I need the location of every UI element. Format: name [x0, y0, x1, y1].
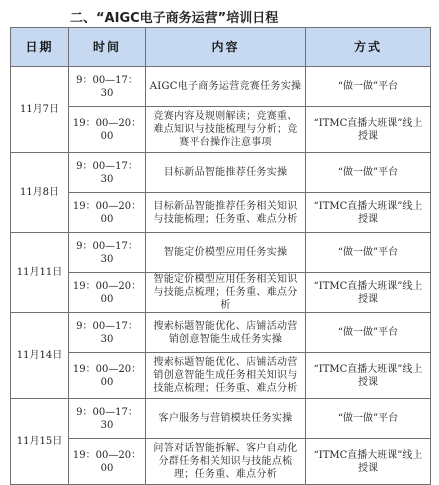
- table-row: [11, 233, 431, 273]
- method-cell: “做一做”平台: [306, 313, 431, 353]
- time-cell: 19：00—20：00: [69, 193, 146, 233]
- training-schedule-table: [10, 27, 431, 485]
- table-row: [11, 107, 431, 153]
- table-row: [11, 67, 431, 107]
- method-cell: “做一做”平台: [306, 153, 431, 193]
- table-row: [11, 399, 431, 439]
- header-row: [11, 28, 431, 67]
- content-cell: 目标新品智能推荐任务实操: [146, 153, 306, 193]
- time-cell: 19：00—20：00: [69, 353, 146, 399]
- header-time: 时间: [69, 28, 146, 67]
- time-cell: 19：00—20：00: [69, 273, 146, 313]
- table-row: [11, 153, 431, 193]
- method-cell: “ITMC直播大班课”线上授课: [306, 353, 431, 399]
- time-cell: 9：00—17：30: [69, 399, 146, 439]
- section-title: 二、“AIGC电子商务运营”培训日程: [70, 11, 279, 26]
- method-cell: “ITMC直播大班课”线上授课: [306, 273, 431, 313]
- content-cell: AIGC电子商务运营竞赛任务实操: [146, 67, 306, 107]
- table-row: [11, 353, 431, 399]
- header-method: 方式: [306, 28, 431, 67]
- content-cell: 智能定价模型应用任务相关知识与技能点梳理；任务重、难点分析: [146, 273, 306, 313]
- date-cell: 11月11日: [11, 233, 69, 313]
- table-row: [11, 439, 431, 485]
- method-cell: “做一做”平台: [306, 233, 431, 273]
- time-cell: 9：00—17：30: [69, 233, 146, 273]
- header-content: 内容: [146, 28, 306, 67]
- method-cell: “做一做”平台: [306, 399, 431, 439]
- time-cell: 9：00—17：30: [69, 67, 146, 107]
- content-cell: 竞赛内容及规则解读；竞赛重、难点知识与技能梳理与分析；竞赛平台操作注意事项: [146, 107, 306, 153]
- time-cell: 19：00—20：00: [69, 107, 146, 153]
- content-cell: 问答对话智能拆解、客户自动化分群任务相关知识与技能点梳理；任务重、难点分析: [146, 439, 306, 485]
- time-cell: 9：00—17：30: [69, 153, 146, 193]
- header-date: 日期: [11, 28, 69, 67]
- table-row: [11, 193, 431, 233]
- table-row: [11, 313, 431, 353]
- date-cell: 11月7日: [11, 67, 69, 153]
- time-cell: 9：00—17：30: [69, 313, 146, 353]
- method-cell: “做一做”平台: [306, 67, 431, 107]
- table-row: [11, 273, 431, 313]
- method-cell: “ITMC直播大班课”线上授课: [306, 193, 431, 233]
- content-cell: 目标新品智能推荐任务相关知识与技能梳理；任务重、难点分析: [146, 193, 306, 233]
- content-cell: 客户服务与营销模块任务实操: [146, 399, 306, 439]
- method-cell: “ITMC直播大班课”线上授课: [306, 107, 431, 153]
- date-cell: 11月8日: [11, 153, 69, 233]
- time-cell: 19：00—20：00: [69, 439, 146, 485]
- content-cell: 搜索标题智能优化、店铺活动营销创意智能生成任务实操: [146, 313, 306, 353]
- date-cell: 11月14日: [11, 313, 69, 399]
- method-cell: “ITMC直播大班课”线上授课: [306, 439, 431, 485]
- date-cell: 11月15日: [11, 399, 69, 485]
- content-cell: 智能定价模型应用任务实操: [146, 233, 306, 273]
- content-cell: 搜索标题智能优化、店铺活动营销创意智能生成任务相关知识与技能点梳理；任务重、难点分析: [146, 353, 306, 399]
